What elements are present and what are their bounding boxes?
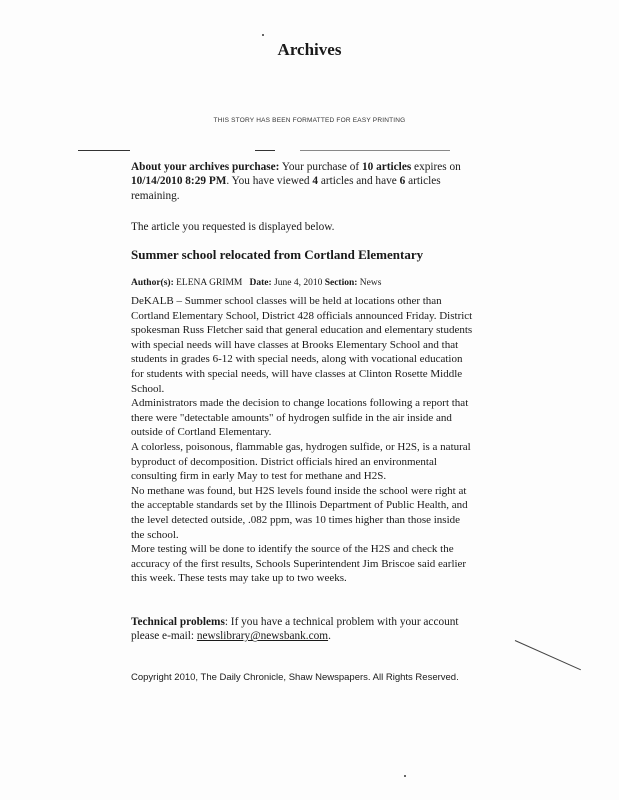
divider-right (300, 150, 450, 151)
technical-end: . (328, 630, 331, 643)
purchase-info (131, 160, 476, 203)
article-paragraph: No methane was found, but H2S levels found inside the school were right at the acceptable standards set by the Illinois Department of Public Health, and the level detected outside, .082 ppm, was 10 times higher than those inside the school. (131, 484, 468, 541)
purchase-text-5: articles remaining. (131, 175, 441, 202)
purchase-remaining: 6 (399, 175, 406, 188)
requested-note: The article you requested is displayed below. (131, 221, 335, 233)
divider-left (78, 150, 130, 151)
scan-artifact-line (515, 640, 581, 670)
divider-mid (255, 150, 275, 151)
copyright-notice: Copyright 2010, The Daily Chronicle, Shaw Newspapers. All Rights Reserved. (131, 672, 459, 683)
purchase-text-4: articles and have (318, 175, 400, 188)
technical-label: Technical problems (131, 616, 225, 628)
purchase-expires: 10/14/2010 8:29 PM (131, 175, 227, 188)
support-email-link[interactable]: newslibrary@newsbank.com (196, 630, 329, 643)
article-meta (131, 276, 476, 290)
section-label: Section: (324, 278, 358, 288)
article-body (131, 294, 476, 586)
authors-label: Author(s): (131, 278, 174, 288)
technical-text: : If you have a technical problem with your account please e-mail: (131, 616, 459, 643)
article-date: June 4, 2010 (274, 278, 323, 288)
article-paragraph: A colorless, poisonous, flammable gas, hydrogen sulfide, or H2S, is a natural byproduct of decomposition. District officials hired an environmental consulting firm in early May to test for methane and H2S. (131, 440, 471, 483)
scan-speck (404, 775, 406, 777)
article-paragraph: More testing will be done to identify the source of the H2S and check the accuracy of the first results, Schools Superintendent Jim Briscoe said earlier this week. These tests may take up to two weeks. (131, 543, 467, 585)
author-name: ELENA GRIMM (176, 278, 243, 288)
purchase-count: 10 articles (361, 161, 412, 173)
date-label: Date: (249, 278, 272, 288)
article-section: News (359, 278, 382, 288)
scan-speck (262, 34, 264, 36)
article-title: Summer school relocated from Cortland Elementary (131, 247, 424, 262)
purchase-text-2: expires on (411, 161, 461, 173)
purchase-text-1: Your purchase of (279, 161, 362, 173)
purchase-viewed: 4 (312, 175, 319, 188)
article-paragraph: Administrators made the decision to change locations following a report that there were "detectable amounts" of hydrogen sulfide in the air inside and outside of Cortland Elementary. (131, 397, 469, 439)
purchase-label: About your archives purchase: (131, 161, 280, 173)
page-heading: Archives (277, 40, 342, 59)
print-notice: THIS STORY HAS BEEN FORMATTED FOR EASY PRINTING (213, 117, 406, 124)
technical-problems (131, 615, 476, 644)
article-paragraph: DeKALB – Summer school classes will be held at locations other than Cortland Elementary School, District 428 officials announced Friday. District spokesman Russ Fletcher said that general education and elementary students with special needs will have classes at Brooks Elementary School and that students in grades 6-12 with special needs, along with vocational education for students with special needs, will have classes at Clinton Rosette Middle School. (131, 295, 473, 395)
purchase-text-3: . You have viewed (226, 175, 313, 188)
